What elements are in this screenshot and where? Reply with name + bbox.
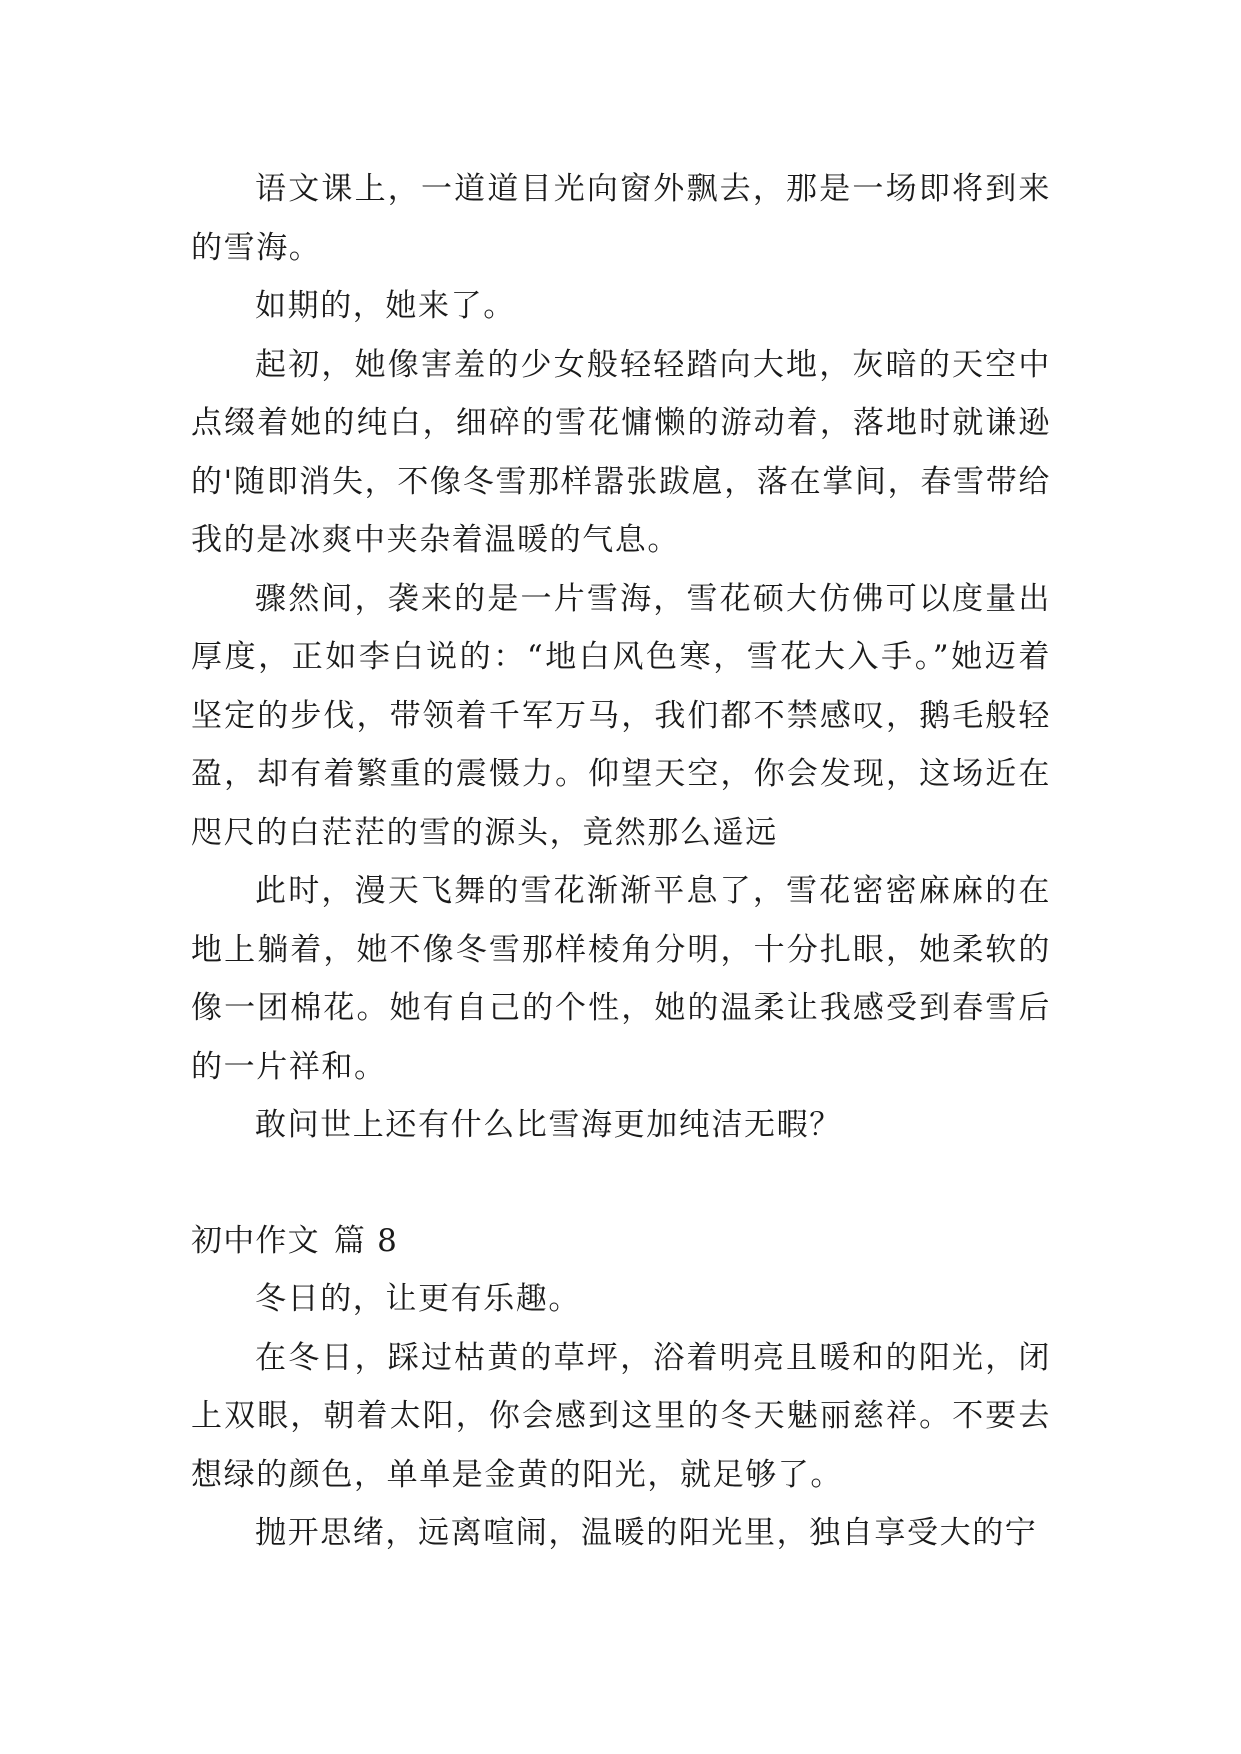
paragraph: 语文课上，一道道目光向窗外飘去，那是一场即将到来的雪海。 — [191, 171, 1051, 266]
section-heading-title: 初中作文 — [191, 1222, 320, 1259]
section-heading — [191, 1212, 1051, 1271]
paragraph: 此时，漫天飞舞的雪花渐渐平息了，雪花密密麻麻的在地上躺着，她不像冬雪那样棱角分明，十分扎眼，她柔软的像一团棉花。她有自己的个性，她的温柔让我感受到春雪后的一片祥和。 — [191, 873, 1051, 1085]
paragraph: 起初，她像害羞的少女般轻轻踏向大地，灰暗的天空中点缀着她的纯白，细碎的雪花慵懒的游动着，落地时就谦逊的'随即消失，不像冬雪那样嚣张跋扈，落在掌间，春雪带给我的是冰爽中夹杂着温暖的气息。 — [191, 346, 1051, 558]
paragraph: 抛开思绪，远离喧闹，温暖的阳光里，独自享受大的宁 — [255, 1515, 1038, 1551]
section-heading-number: 篇 8 — [333, 1222, 398, 1259]
paragraph: 骤然间，袭来的是一片雪海，雪花硕大仿佛可以度量出厚度，正如李白说的：“地白风色寒，雪花大入手。”她迈着坚定的步伐，带领着千军万马，我们都不禁感叹，鹅毛般轻盈，却有着繁重的震慑力。仰望天空，你会发现，这场近在咫尺的白茫茫的雪的源头，竟然那么遥远 — [191, 580, 1051, 851]
paragraph: 敢问世上还有什么比雪海更加纯洁无暇？ — [255, 1107, 842, 1143]
paragraph: 在冬日，踩过枯黄的草坪，浴着明亮且暖和的阳光，闭上双眼，朝着太阳，你会感到这里的冬天魅丽慈祥。不要去想绿的颜色，单单是金黄的阳光，就足够了。 — [191, 1339, 1051, 1493]
paragraph: 如期的，她来了。 — [255, 288, 516, 324]
document-page — [191, 160, 1051, 1563]
paragraph: 冬日的，让更有乐趣。 — [255, 1281, 581, 1317]
